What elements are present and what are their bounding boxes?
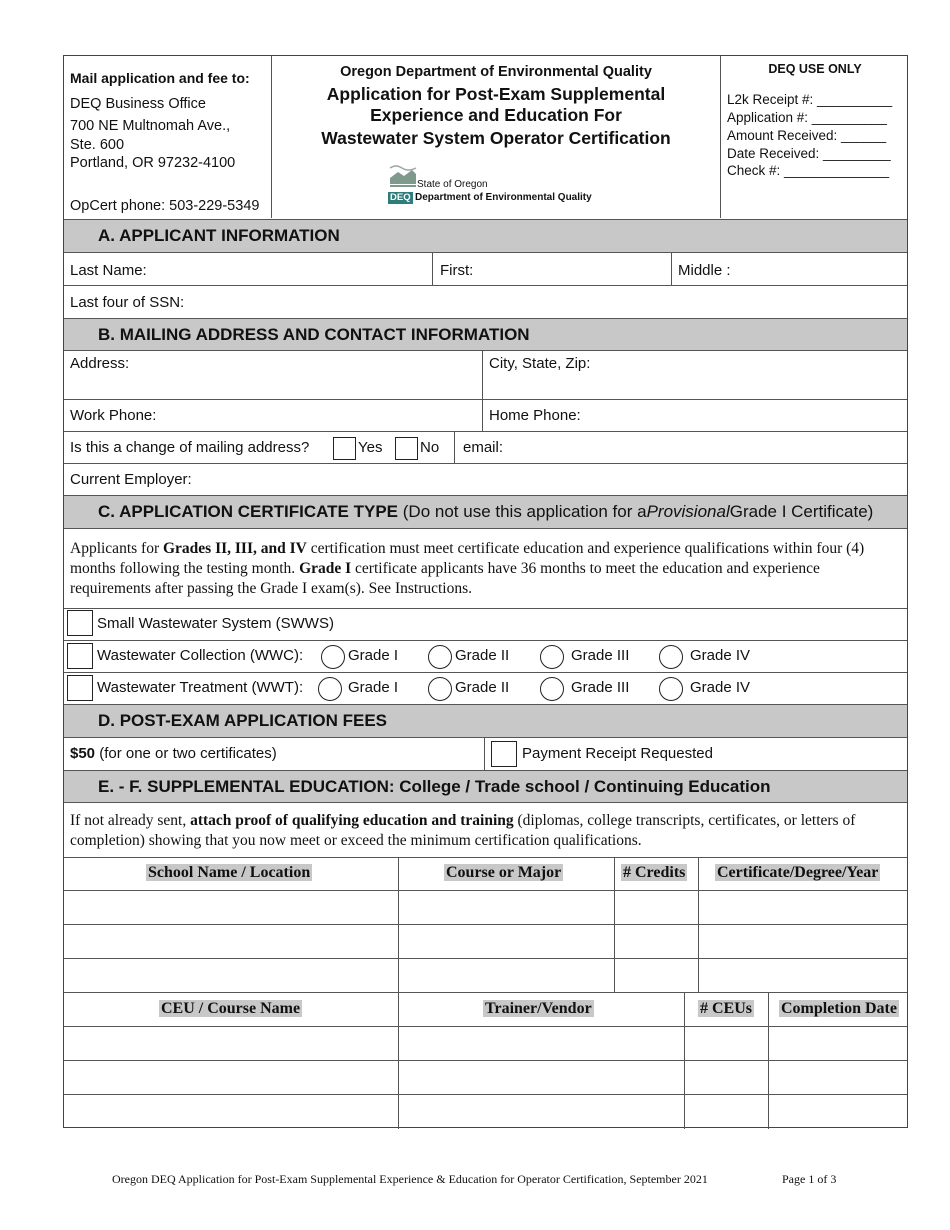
oregon-landscape-icon <box>388 164 418 192</box>
table1-row[interactable] <box>64 925 909 958</box>
address-change-question: Is this a change of mailing address? <box>70 439 310 456</box>
table2-header-completion: Completion Date <box>781 1000 897 1017</box>
wwt-grade-3-radio[interactable] <box>540 677 564 701</box>
office-suite: Ste. 600 <box>70 137 125 153</box>
wwc-checkbox[interactable] <box>67 643 93 669</box>
wwt-grade-4-radio[interactable] <box>659 677 683 701</box>
section-c-title: C. APPLICATION CERTIFICATE TYPE <box>98 502 399 521</box>
table2-row[interactable] <box>64 1027 909 1060</box>
ssn-field[interactable]: Last four of SSN: <box>70 294 185 311</box>
wwt-grade-2-radio[interactable] <box>428 677 452 701</box>
form-title-line3: Wastewater System Operator Certification <box>321 128 671 148</box>
table2-header-ceu-course: CEU / Course Name <box>161 1000 301 1017</box>
wwt-label: Wastewater Treatment (WWT): <box>97 679 304 696</box>
logo-dept: Department of Environmental Quality <box>415 192 592 203</box>
address-field[interactable]: Address: <box>70 355 130 372</box>
table2-row[interactable] <box>64 1061 909 1094</box>
section-c-note-pre: (Do not use this application for a <box>402 502 647 521</box>
table1-header-school: School Name / Location <box>148 864 311 881</box>
deq-field-application: Application #: __________ <box>727 110 887 125</box>
wwt-grade-2-label: Grade II <box>455 679 510 696</box>
table2-row[interactable] <box>64 1095 909 1128</box>
table1-row[interactable] <box>64 891 909 924</box>
office-city: Portland, OR 97232-4100 <box>70 155 236 171</box>
fee-amount: $50 <box>70 745 96 762</box>
deq-logo <box>388 164 598 206</box>
fee-line <box>70 745 277 762</box>
section-c-instructions: Applicants for Grades II, III, and IV certification must meet certificate education and experience qualifications within four (4) months following the testing month. Grade I certificate applicants have 36 months to meet the education and experience requirements after passing the Grade I exam(s). See Instructions. <box>70 540 865 597</box>
opcert-phone: OpCert phone: 503-229-5349 <box>70 198 260 214</box>
payment-receipt-checkbox[interactable] <box>491 741 517 767</box>
section-a-title: A. APPLICANT INFORMATION <box>98 226 340 245</box>
wwc-grade-4-label: Grade IV <box>690 647 751 664</box>
swws-checkbox[interactable] <box>67 610 93 636</box>
mail-title: Mail application and fee to: <box>70 70 250 86</box>
wwc-grade-1-label: Grade I <box>348 647 399 664</box>
wwc-grade-3-radio[interactable] <box>540 645 564 669</box>
payment-receipt-label: Payment Receipt Requested <box>522 745 713 762</box>
wwt-grade-4-label: Grade IV <box>690 679 751 696</box>
wwc-grade-3-label: Grade III <box>571 647 630 664</box>
middle-name-field[interactable]: Middle : <box>678 262 731 279</box>
section-ef-header <box>64 770 907 803</box>
section-ef-title: E. - F. SUPPLEMENTAL EDUCATION: College / Trade school / Continuing Education <box>98 776 771 796</box>
wwt-checkbox[interactable] <box>67 675 93 701</box>
mail-to-block <box>64 56 272 218</box>
section-d-title: D. POST-EXAM APPLICATION FEES <box>98 711 388 730</box>
table1-header-course: Course or Major <box>446 864 562 881</box>
section-c-note-italic: Provisional <box>646 502 730 521</box>
wwc-grade-1-radio[interactable] <box>321 645 345 669</box>
current-employer-field[interactable]: Current Employer: <box>70 471 192 488</box>
section-b-title: B. MAILING ADDRESS AND CONTACT INFORMATION <box>98 324 530 344</box>
deq-use-only-block <box>720 56 909 218</box>
title-block <box>272 56 720 218</box>
deq-field-check: Check #: ______________ <box>727 163 890 178</box>
section-a-header <box>64 219 907 253</box>
wwt-grade-3-label: Grade III <box>571 679 630 696</box>
logo-abbr: DEQ <box>390 192 411 203</box>
table1-row[interactable] <box>64 959 909 992</box>
logo-state: State of Oregon <box>417 179 488 190</box>
table2-header-trainer: Trainer/Vendor <box>485 1000 592 1017</box>
address-change-no-checkbox[interactable] <box>395 437 418 460</box>
table1-header-certificate: Certificate/Degree/Year <box>717 864 879 881</box>
page-number: Page 1 of 3 <box>782 1172 837 1186</box>
work-phone-field[interactable]: Work Phone: <box>70 407 157 424</box>
form-title-line1: Application for Post-Exam Supplemental <box>326 84 666 104</box>
yes-label: Yes <box>358 439 383 456</box>
deq-use-title: DEQ USE ONLY <box>768 62 862 76</box>
footer-text: Oregon DEQ Application for Post-Exam Supplemental Experience & Education for Operator Certification, September 2021 <box>112 1172 708 1186</box>
swws-label: Small Wastewater System (SWWS) <box>97 615 334 632</box>
deq-field-date: Date Received: _________ <box>727 146 891 161</box>
email-field[interactable]: email: <box>463 439 504 456</box>
wwt-grade-1-label: Grade I <box>348 679 399 696</box>
wwc-label: Wastewater Collection (WWC): <box>97 647 304 664</box>
section-ef-instructions: If not already sent, attach proof of qualifying education and training (diplomas, college transcripts, certificates, or letters of completion) showing that you now meet or exceed the minimum certification qualifications. <box>70 812 856 849</box>
office-street: 700 NE Multnomah Ave., <box>70 118 231 134</box>
wwc-grade-2-radio[interactable] <box>428 645 452 669</box>
table1-header-credits: # Credits <box>623 864 686 881</box>
agency-name: Oregon Department of Environmental Quality <box>340 64 652 80</box>
section-c-header <box>64 495 907 529</box>
application-form <box>63 55 908 1128</box>
section-b-header <box>64 318 907 351</box>
wwt-grade-1-radio[interactable] <box>318 677 342 701</box>
home-phone-field[interactable]: Home Phone: <box>489 407 581 424</box>
form-title-line2: Experience and Education For <box>370 105 622 125</box>
section-d-header <box>64 704 907 738</box>
deq-field-amount: Amount Received: ______ <box>727 128 887 143</box>
last-name-field[interactable]: Last Name: <box>70 262 147 279</box>
section-c-note-post: Grade I Certificate) <box>729 502 874 521</box>
wwc-grade-2-label: Grade II <box>455 647 510 664</box>
fee-note: (for one or two certificates) <box>95 745 277 762</box>
table2-header-ceus: # CEUs <box>700 1000 753 1017</box>
wwc-grade-4-radio[interactable] <box>659 645 683 669</box>
no-label: No <box>420 439 440 456</box>
office-name: DEQ Business Office <box>70 96 206 112</box>
city-state-zip-field[interactable]: City, State, Zip: <box>489 355 591 372</box>
address-change-yes-checkbox[interactable] <box>333 437 356 460</box>
deq-field-l2k: L2k Receipt #: __________ <box>727 92 893 107</box>
first-name-field[interactable]: First: <box>440 262 474 279</box>
